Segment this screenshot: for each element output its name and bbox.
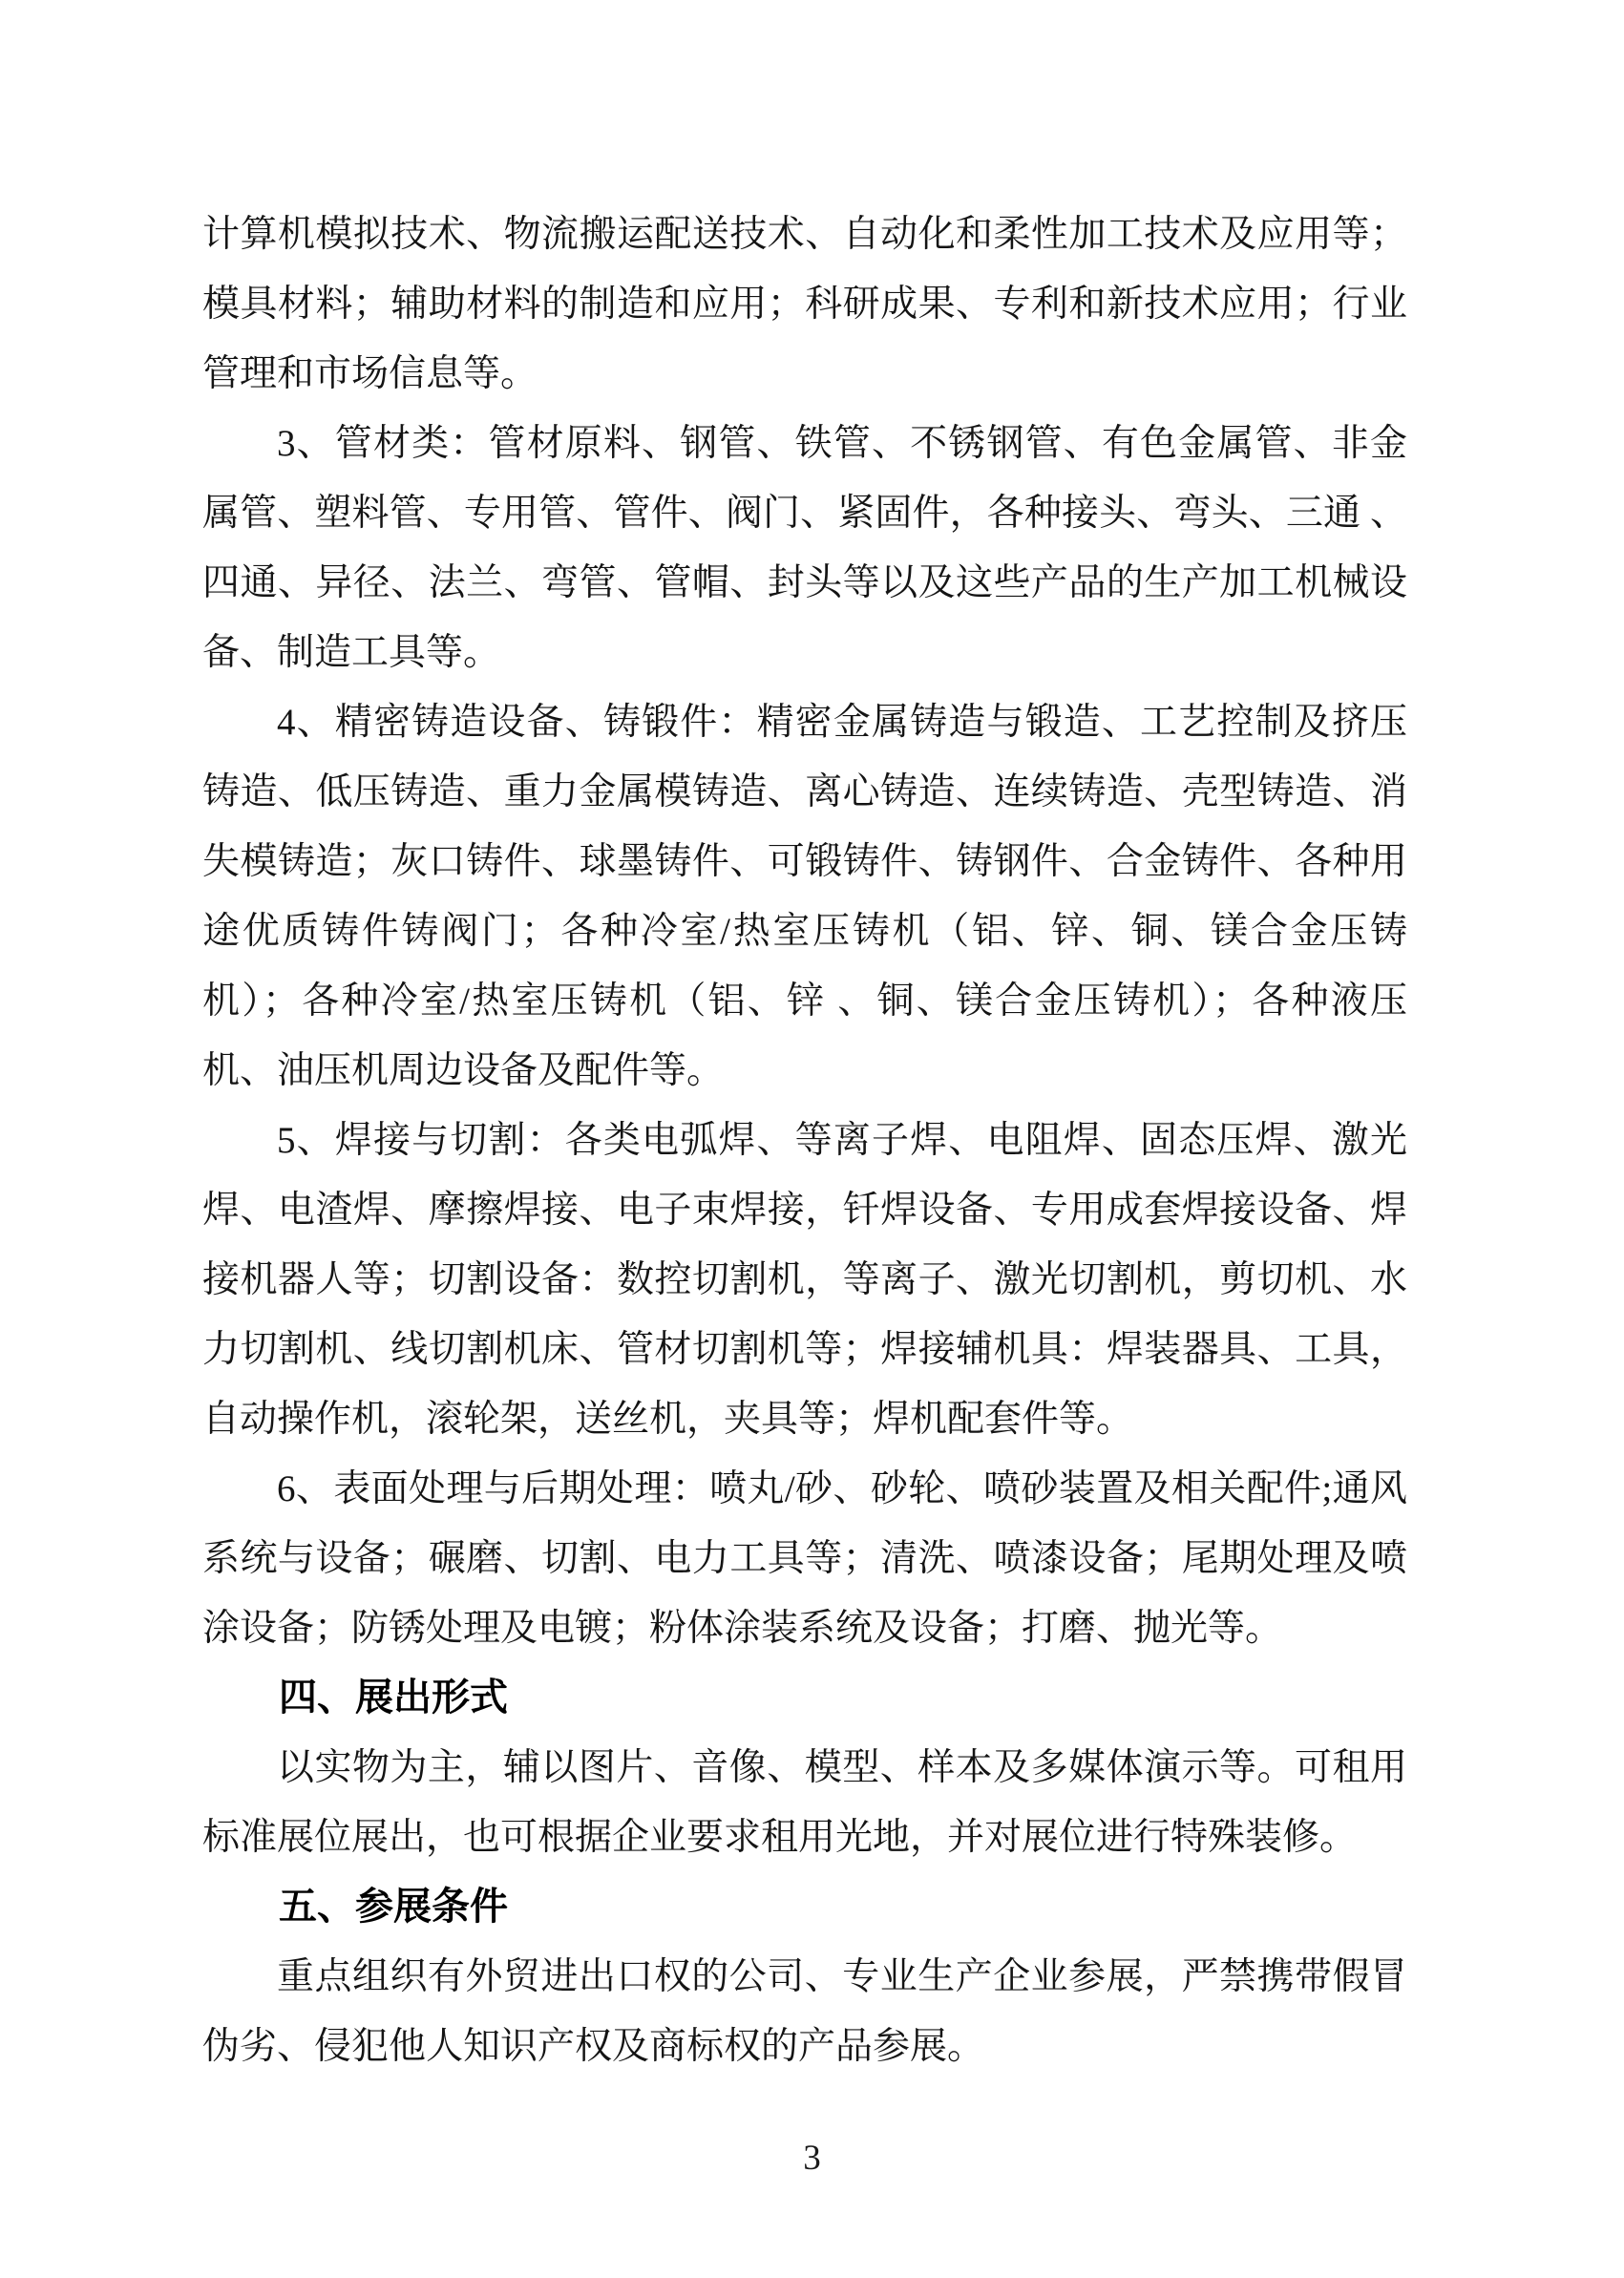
paragraph-6-surface-treatment: 6、表面处理与后期处理：喷丸/砂、砂轮、喷砂装置及相关配件;通风系统与设备；碾磨、切割、电力工具等；清洗、喷漆设备；尾期处理及喷涂设备；防锈处理及电镀；粉体涂装系统及设备；打磨、抛光等。 (202, 1468, 1407, 1649)
paragraph-participation-conditions: 重点组织有外贸进出口权的公司、专业生产企业参展，严禁携带假冒伪劣、侵犯他人知识产权及商标权的产品参展。 (202, 1956, 1407, 2067)
paragraph-4-precision-casting: 4、精密铸造设备、铸锻件：精密金属铸造与锻造、工艺控制及挤压铸造、低压铸造、重力金属模铸造、离心铸造、连续铸造、壳型铸造、消失模铸造；灰口铸件、球墨铸件、可锻铸件、铸钢件、合金铸件、各种用途优质铸件铸阀门；各种冷室/热室压铸机（铝、锌、铜、镁合金压铸机）；各种冷室/热室压铸机（铝、锌 、铜、镁合金压铸机）；各种液压机、油压机周边设备及配件等。 (202, 702, 1407, 1091)
paragraph-5-welding-cutting: 5、焊接与切割：各类电弧焊、等离子焊、电阻焊、固态压焊、激光焊、电渣焊、摩擦焊接、电子束焊接，钎焊设备、专用成套焊接设备、焊接机器人等；切割设备：数控切割机，等离子、激光切割机，剪切机、水力切割机、线切割机床、管材切割机等；焊接辅机具：焊装器具、工具，自动操作机，滚轮架，送丝机，夹具等；焊机配套件等。 (202, 1120, 1407, 1440)
heading-participation-conditions: 五、参展条件 (279, 1886, 508, 1928)
text-column (202, 200, 1407, 2081)
heading-exhibition-format: 四、展出形式 (279, 1677, 508, 1719)
paragraph-3-pipe-materials: 3、管材类：管材原料、钢管、铁管、不锈钢管、有色金属管、非金属管、塑料管、专用管、管件、阀门、紧固件，各种接头、弯头、三通 、四通、异径、法兰、弯管、管帽、封头等以及这些产品的生产加工机械设备、制造工具等。 (202, 423, 1407, 673)
paragraph-exhibition-format: 以实物为主，辅以图片、音像、模型、样本及多媒体演示等。可租用标准展位展出，也可根据企业要求租用光地，并对展位进行特殊装修。 (202, 1747, 1407, 1858)
paragraph-continuation-technologies: 计算机模拟技术、物流搬运配送技术、自动化和柔性加工技术及应用等；模具材料；辅助材料的制造和应用；科研成果、专利和新技术应用；行业管理和市场信息等。 (202, 214, 1407, 394)
page-number: 3 (803, 2139, 821, 2178)
